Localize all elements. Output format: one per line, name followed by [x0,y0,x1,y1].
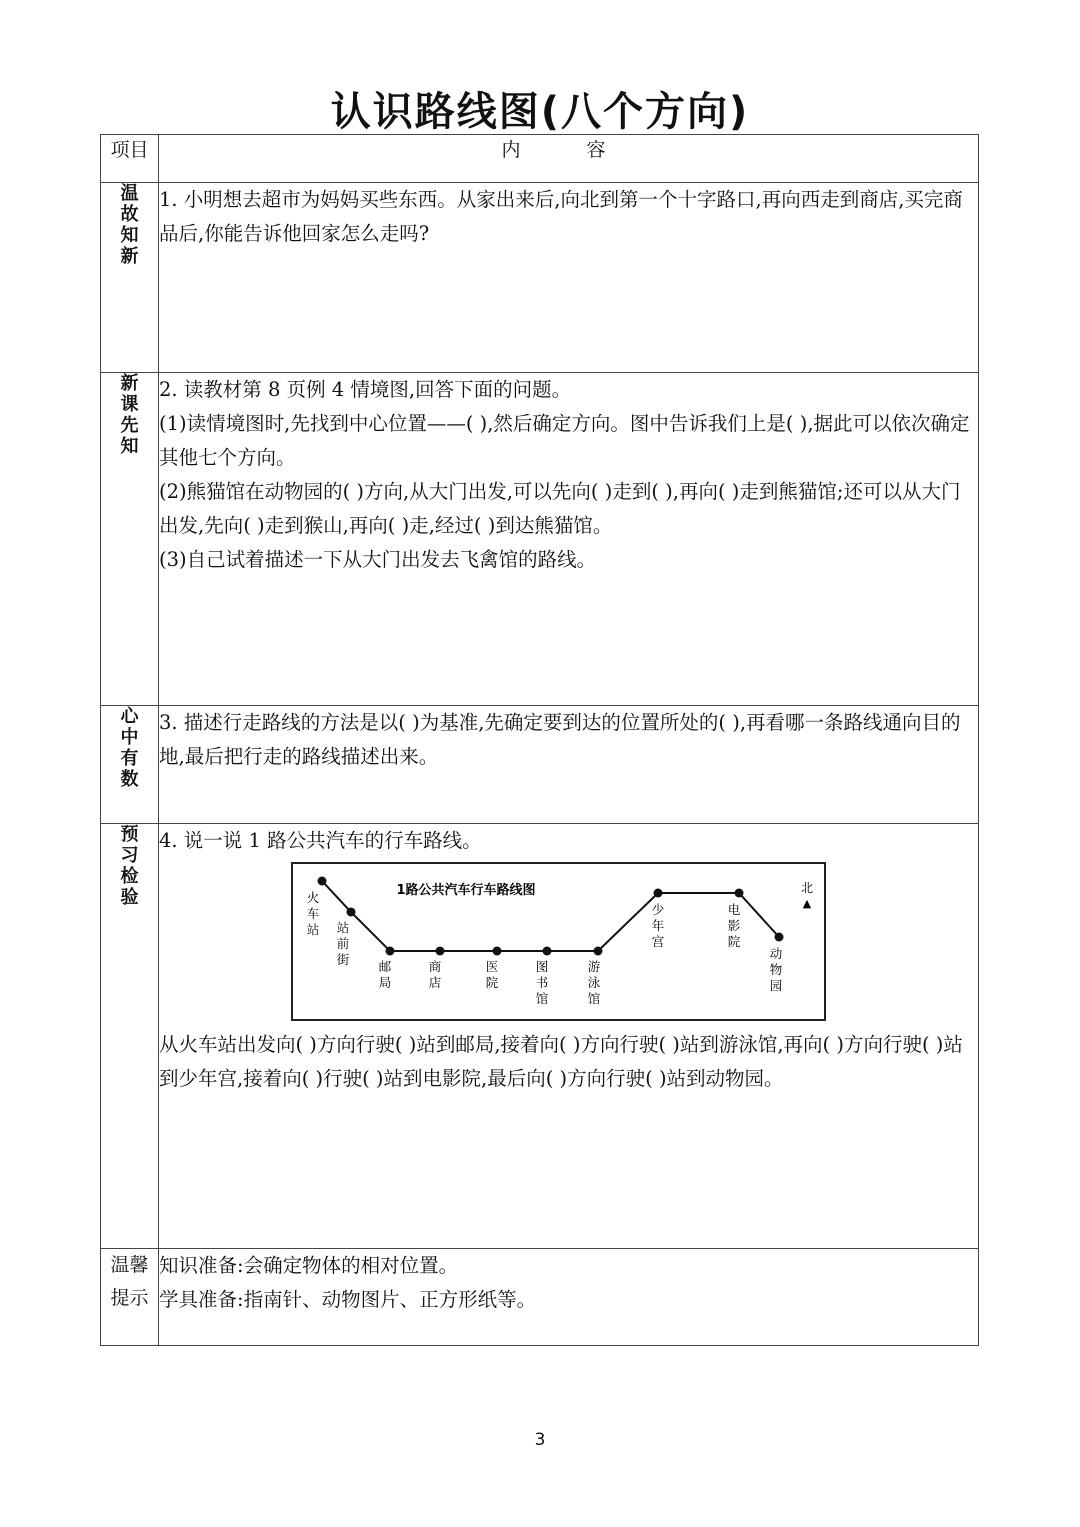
stop-label: 电影院 [727,902,741,949]
row-content [159,824,979,1249]
map-frame [292,863,825,1020]
map-title: 1路公共汽车行车路线图 [396,883,536,898]
stop-label: 图书馆 [535,959,549,1006]
stop-label: 站前街 [336,920,350,967]
question-text: 2. 读教材第 8 页例 4 情境图,回答下面的问题。 [159,378,572,401]
page-title: 认识路线图(八个方向) [330,89,750,135]
stop-label: 少年宫 [651,902,665,949]
north-arrow-icon: ▲ [802,897,812,910]
table-row [101,183,979,373]
table-row [101,1249,979,1346]
stop-label: 动物园 [769,946,783,993]
question-text: 从火车站出发向( )方向行驶( )站到邮局,接着向( )方向行驶( )站到游泳馆,再向( )方向行驶( )站到少年宫,接着向( )行驶( )站到电影院,最后向( )方向行驶( )站到动物园。 [159,1033,963,1090]
stop-label: 游泳馆 [587,959,601,1006]
header-content: 内 容 [159,135,979,183]
question-text: 1. 小明想去超市为妈妈买些东西。从家出来后,向北到第一个十字路口,再向西走到商店,买完商品后,你能告诉他回家怎么走吗? [159,188,963,245]
table-row [101,706,979,824]
table-header-row [101,135,979,183]
stop-dot [436,947,445,956]
stop-dot [775,933,784,942]
row-label: 温馨提示 [101,1249,159,1346]
bus-route-map [291,862,826,1022]
row-content [159,706,979,824]
table-row [101,824,979,1249]
row-content [159,1249,979,1346]
stop-dot [735,889,744,898]
question-text: 3. 描述行走路线的方法是以( )为基准,先确定要到达的位置所处的( ),再看哪一条路线通向目的地,最后把行走的路线描述出来。 [159,711,961,768]
stop-label: 火车站 [306,890,320,937]
table-row [101,373,979,706]
row-label: 温故知新 [101,183,159,373]
tip-text: 知识准备:会确定物体的相对位置。 [159,1254,459,1277]
stop-label: 医院 [485,959,499,990]
page-number: 3 [534,1430,546,1450]
question-text: (3)自己试着描述一下从大门出发去飞禽馆的路线。 [159,548,597,571]
stop-dot [318,877,327,886]
stop-dot [543,947,552,956]
north-label: 北 [800,881,814,895]
row-content [159,183,979,373]
stop-dot [386,947,395,956]
stop-dot [594,947,603,956]
row-content [159,373,979,706]
row-label: 新课先知 [101,373,159,706]
stop-label: 邮局 [378,959,392,990]
stop-dot [493,947,502,956]
tip-text: 学具准备:指南针、动物图片、正方形纸等。 [159,1288,537,1311]
row-label: 预习检验 [101,824,159,1249]
question-text: (2)熊猫馆在动物园的( )方向,从大门出发,可以先向( )走到( ),再向( )走到熊猫馆;还可以从大门出发,先向( )走到猴山,再向( )走,经过( )到达熊猫馆。 [159,480,961,537]
stop-label: 商店 [428,959,442,990]
question-text: (1)读情境图时,先找到中心位置——( ),然后确定方向。图中告诉我们上是( ),据此可以依次确定其他七个方向。 [159,412,970,469]
header-item: 项目 [101,135,159,183]
stop-dot [654,889,663,898]
row-label: 心中有数 [101,706,159,824]
worksheet-table [100,134,979,1346]
stop-dot [347,908,356,917]
question-text: 4. 说一说 1 路公共汽车的行车路线。 [159,829,482,852]
